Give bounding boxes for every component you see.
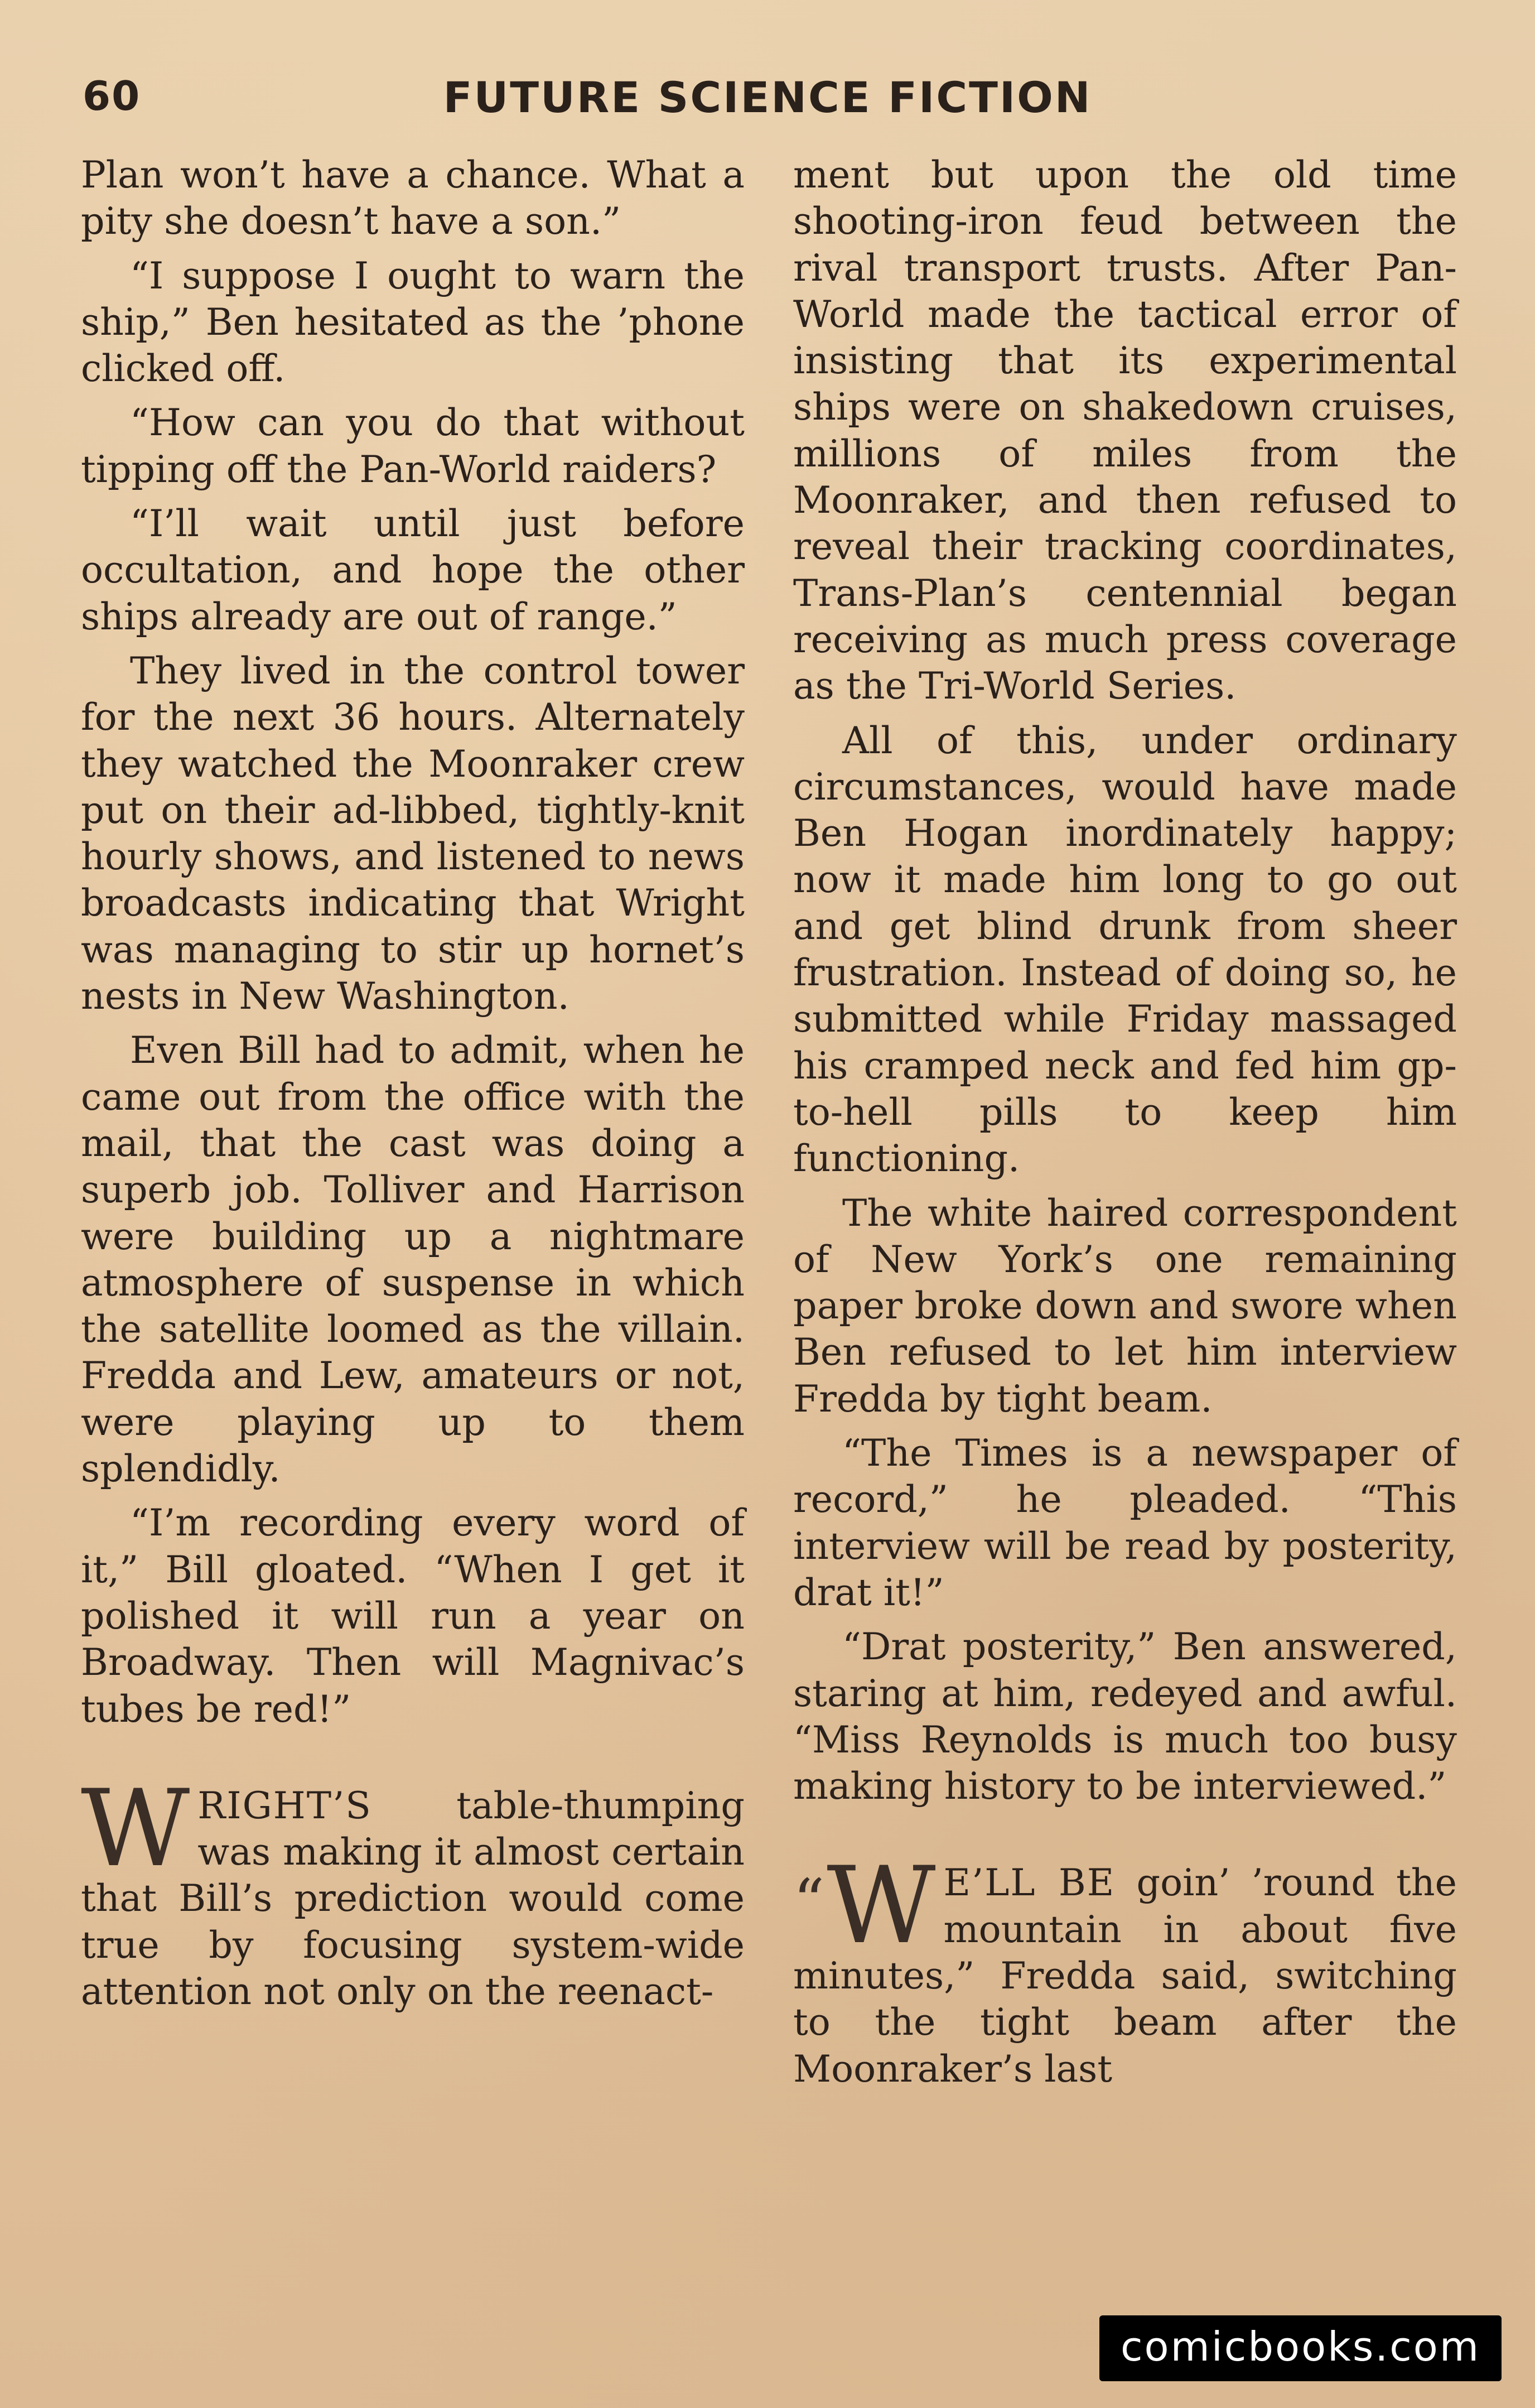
paragraph: ment but upon the old time shooting-iron feud between the rival transport trusts. After Pan-World made the tactical error of insisting that its experimental ships were on shakedown cruises, millions of miles from the Moonraker, and then refused to reveal their tracking coordinates, Trans-Plan’s centennial began receiving as much press coverage as the Tri-World Series. xyxy=(793,153,1457,708)
paragraph: “Drat posterity,” Ben answered, staring at him, redeyed and awful. “Miss Reynolds is much too busy making history to be interviewed.” xyxy=(793,1625,1457,1808)
section-text: goin’ ’round the mountain in about five minutes,” Fredda said, switching to the tight beam after the Moonraker’s last xyxy=(793,1861,1457,2091)
paragraph: All of this, under ordinary circumstances, would have made Ben Hogan inordinately happy; now it made him long to go out and get blind drunk from sheer frustration. Instead of doing so, he submitted while Friday massaged his cramped neck and fed him gp-to-hell pills to keep him functioning. xyxy=(793,718,1457,1181)
paragraph: “I suppose I ought to warn the ship,” Ben hesitated as the ’phone clicked off. xyxy=(81,253,745,391)
running-title: FUTURE SCIENCE FICTION xyxy=(443,73,1092,122)
paragraph: “I’ll wait until just before occultation, and hope the other ships already are out of range.” xyxy=(81,502,745,638)
drop-cap-quote: “ xyxy=(793,1866,825,1938)
section-lead-caps: E’LL BE xyxy=(943,1861,1116,1905)
source-watermark: comicbooks.com xyxy=(1099,2315,1502,2381)
page-header xyxy=(83,67,1452,128)
paragraph: “The Times is a newspaper of record,” he pleaded. “This interview will be read by posterity, drat it!” xyxy=(793,1431,1457,1614)
paragraph: “How can you do that without tipping off the Pan-World raiders? xyxy=(81,401,745,491)
section-text: table-thumping was making it almost certain that Bill’s prediction would come true by focusing system-wide attention not only on the reenact- xyxy=(81,1783,745,2013)
right-column xyxy=(793,152,1457,2100)
paragraph: Plan won’t have a chance. What a pity she doesn’t have a son.” xyxy=(81,153,745,243)
drop-cap: W xyxy=(81,1766,190,1890)
drop-cap: W xyxy=(827,1844,936,1968)
section-opening-paragraph xyxy=(81,1766,745,2015)
section-lead-caps: RIGHT’S xyxy=(197,1783,372,1827)
paragraph: The white haired correspondent of New York’s one remaining paper broke down and swore when Ben refused to let him interview Fredda by tight beam. xyxy=(793,1191,1457,1420)
paragraph: “I’m recording every word of it,” Bill gloated. “When I get it polished it will run a year on Broadway. Then will Magnivac’s tubes be red!” xyxy=(81,1501,745,1731)
section-opening-paragraph xyxy=(793,1844,1457,2092)
paragraph: Even Bill had to admit, when he came out from the office with the mail, that the cast was doing a superb job. Tolliver and Harrison were building up a nightmare atmosphere of suspense in which the satellite loomed as the villain. Fredda and Lew, amateurs or not, were playing up to them splendidly. xyxy=(81,1028,745,1491)
left-column xyxy=(81,152,745,2022)
page-number: 60 xyxy=(83,73,141,119)
paragraph: They lived in the control tower for the next 36 hours. Alternately they watched the Moonraker crew put on their ad-libbed, tightly-knit hourly shows, and listened to news broadcasts indicating that Wright was managing to stir up hornet’s nests in New Washington. xyxy=(81,648,745,1018)
